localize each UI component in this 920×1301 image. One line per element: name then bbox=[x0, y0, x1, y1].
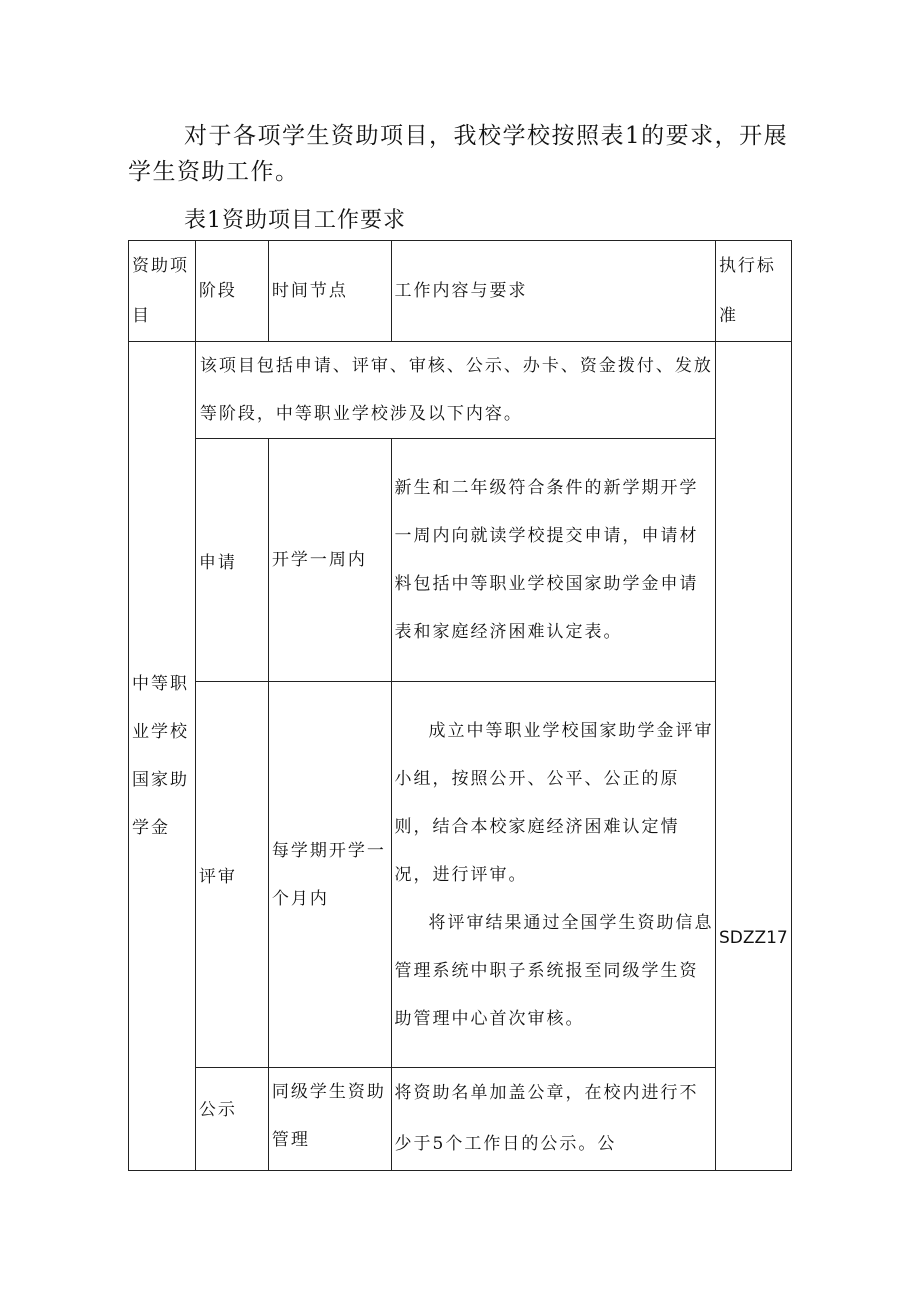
stage-apply: 申请 bbox=[195, 439, 268, 682]
header-standard: 执行标准 bbox=[715, 241, 791, 342]
intro-paragraph: 对于各项学生资助项目，我校学校按照表1的要求，开展学生资助工作。 bbox=[128, 123, 789, 185]
content-review-para-1: 成立中等职业学校国家助学金评审小组，按照公开、公平、公正的原则，结合本校家庭经济困难认定情况，进行评审。 bbox=[394, 720, 714, 885]
content-publicity: 将资助名单加盖公章，在校内进行不少于5个工作日的公示。公 bbox=[394, 1083, 699, 1154]
time-publicity: 同级学生资助管理 bbox=[268, 1068, 391, 1171]
funding-requirements-table bbox=[128, 240, 792, 1171]
content-publicity-cell bbox=[391, 1068, 715, 1171]
standard-cell bbox=[715, 342, 791, 1171]
time-apply: 开学一周内 bbox=[268, 439, 391, 682]
header-time: 时间节点 bbox=[268, 241, 391, 342]
overview-cell: 该项目包括申请、评审、审核、公示、办卡、资金拨付、发放等阶段，中等职业学校涉及以下内容。 bbox=[195, 342, 715, 439]
standard-code: SDZZ17 bbox=[718, 927, 788, 948]
content-review bbox=[391, 682, 715, 1068]
project-name-cell: 中等职业学校国家助学金 bbox=[129, 342, 196, 1171]
table-row bbox=[129, 682, 792, 1068]
stage-publicity: 公示 bbox=[198, 1100, 237, 1120]
table-row bbox=[129, 1068, 792, 1171]
content-review-para-2: 将评审结果通过全国学生资助信息管理系统中职子系统报至同级学生资助管理中心首次审核。 bbox=[394, 912, 714, 1029]
header-stage: 阶段 bbox=[195, 241, 268, 342]
stage-publicity-cell bbox=[195, 1068, 268, 1171]
time-review: 每学期开学一个月内 bbox=[268, 682, 391, 1068]
header-project: 资助项目 bbox=[129, 241, 196, 342]
table-caption: 表1资助项目工作要求 bbox=[184, 208, 406, 233]
header-content: 工作内容与要求 bbox=[391, 241, 715, 342]
overview-row bbox=[129, 342, 792, 439]
content-apply: 新生和二年级符合条件的新学期开学一周内向就读学校提交申请，申请材料包括中等职业学校国家助学金申请表和家庭经济困难认定表。 bbox=[391, 439, 715, 682]
table-header-row bbox=[129, 241, 792, 342]
stage-review: 评审 bbox=[195, 682, 268, 1068]
table-row bbox=[129, 439, 792, 682]
